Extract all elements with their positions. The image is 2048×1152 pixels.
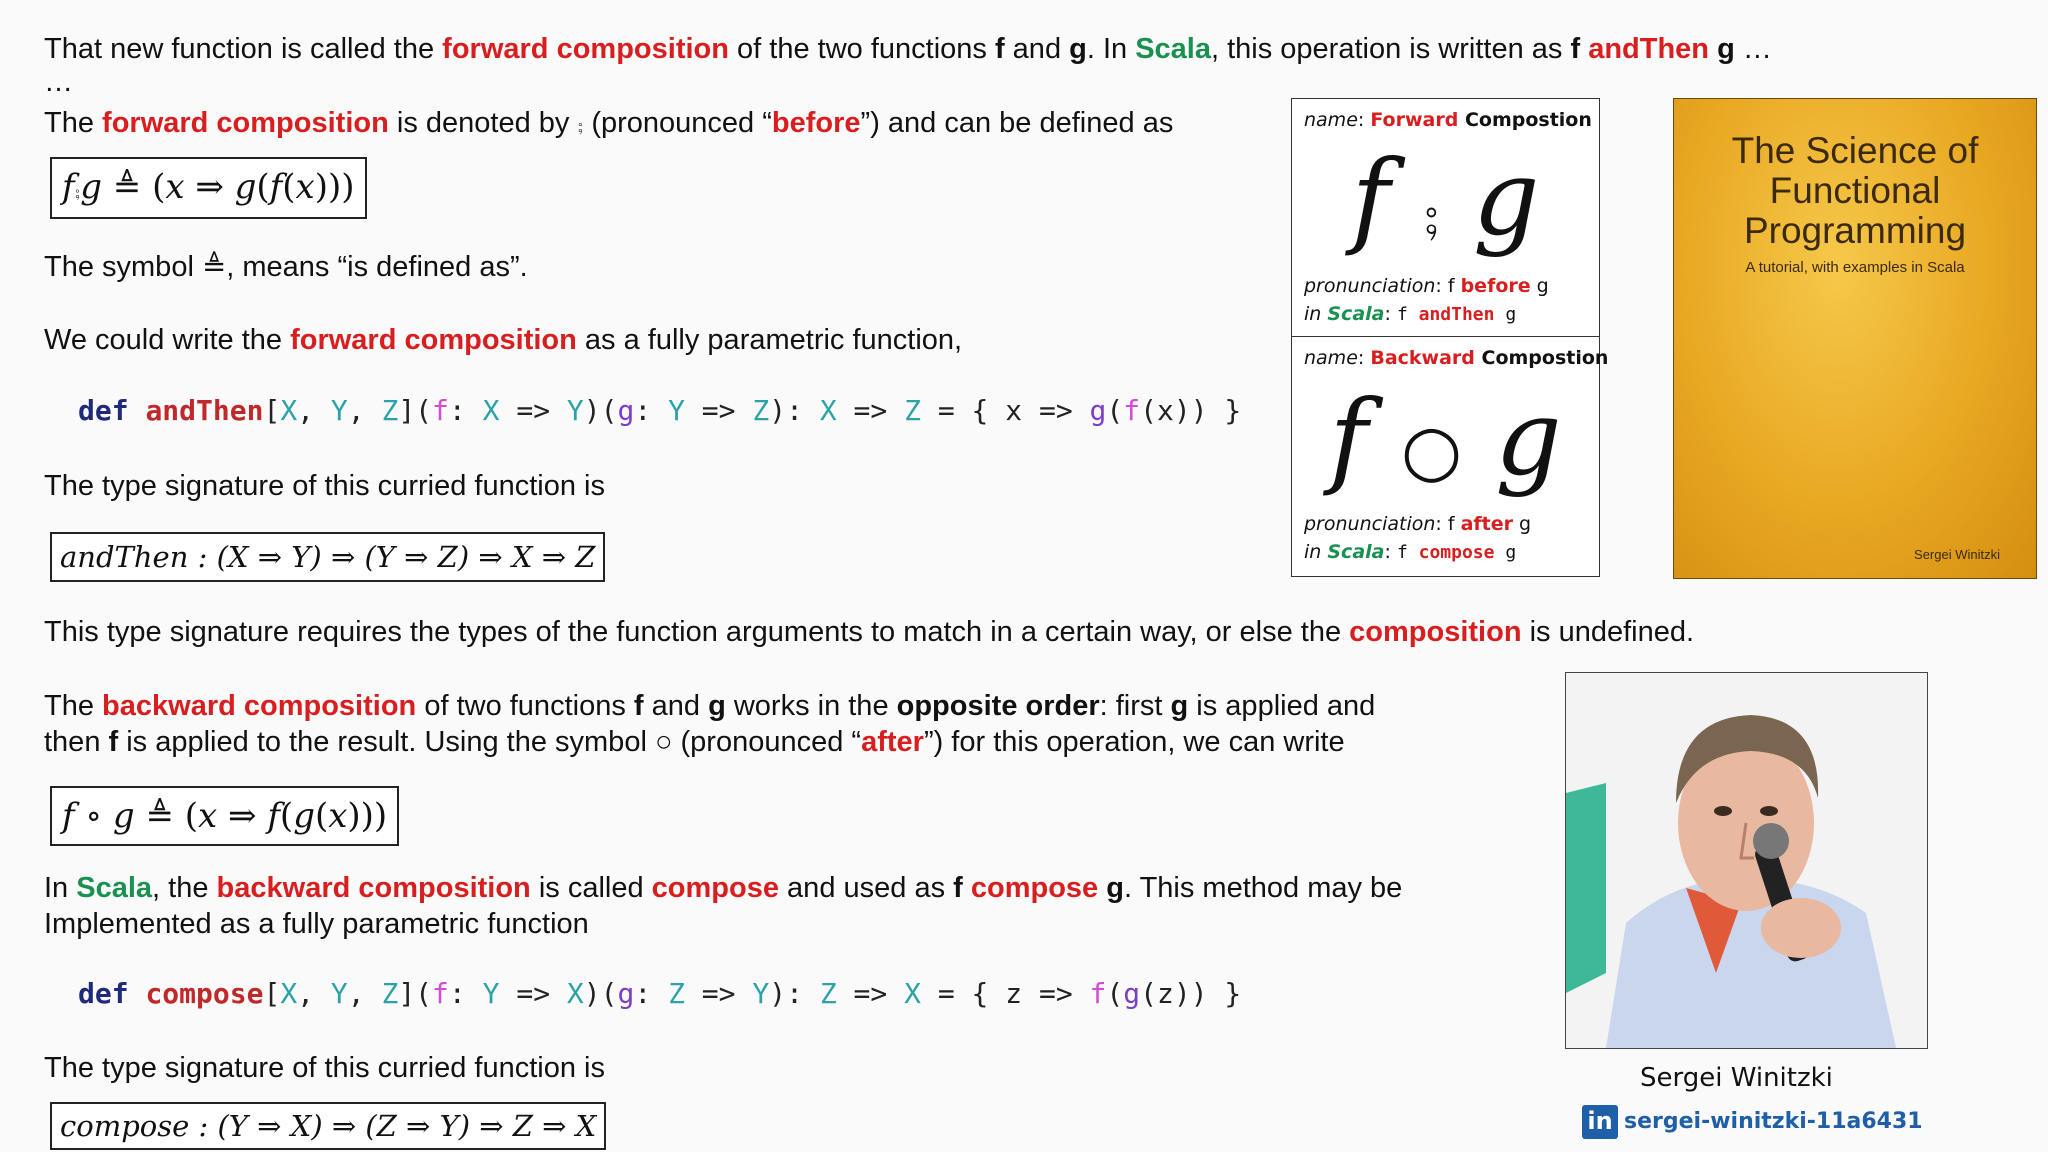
card-name: name: Forward Compostion bbox=[1304, 109, 1592, 131]
book-title: The Science of Functional Programming bbox=[1731, 130, 1979, 251]
card-pronunciation: pronunciation: f before g bbox=[1304, 275, 1549, 297]
compose-signature: compose : (Y ⇒ X) ⇒ (Z ⇒ Y) ⇒ Z ⇒ X bbox=[50, 1102, 606, 1150]
card-name: name: Backward Compostion bbox=[1304, 347, 1609, 369]
compose-line-2: Implemented as a fully parametric function bbox=[44, 908, 589, 940]
forward-symbol: f ⨾ g bbox=[1351, 137, 1540, 259]
card-pronunciation: pronunciation: f after g bbox=[1304, 513, 1532, 535]
speaker-photo bbox=[1565, 672, 1928, 1049]
term-andthen: andThen bbox=[1588, 33, 1710, 65]
forward-compose-symbol: ⨾ bbox=[577, 105, 584, 139]
speaker-name: Sergei Winitzki bbox=[1640, 1063, 1833, 1093]
parametric-line: We could write the forward composition as a fully parametric function, bbox=[44, 324, 963, 356]
book-subtitle: A tutorial, with examples in Scala bbox=[1745, 259, 1965, 276]
card-scala-usage: in Scala: f compose g bbox=[1304, 541, 1517, 563]
card-scala-usage: in Scala: f andThen g bbox=[1304, 303, 1517, 325]
speaker-photo-illustration bbox=[1566, 673, 1927, 1048]
forward-composition-formula: f⨾g ≜ (x ⇒ g(f(x))) bbox=[50, 157, 367, 219]
forward-composition-card bbox=[1291, 98, 1600, 339]
linkedin-icon: in bbox=[1582, 1105, 1618, 1139]
linkedin-handle: sergei-winitzki-11a6431 bbox=[1624, 1109, 1923, 1134]
type-signature-label-2: The type signature of this curried function is bbox=[44, 1052, 605, 1084]
backward-symbol: f ○ g bbox=[1329, 377, 1562, 499]
requirement-line: This type signature requires the types of the function arguments to match in a certain way, or else the composition is undefined. bbox=[44, 616, 1695, 648]
linkedin-link[interactable] bbox=[1582, 1104, 1923, 1140]
type-signature-label: The type signature of this curried function is bbox=[44, 470, 605, 502]
term-scala: Scala bbox=[1135, 33, 1211, 65]
book-cover-image bbox=[1673, 98, 2037, 579]
backward-composition-card bbox=[1291, 336, 1609, 577]
ellipsis: … bbox=[44, 66, 73, 98]
term-forward-composition: forward composition bbox=[442, 33, 729, 65]
intro-line: That new function is called the forward composition of the two functions f and g. In Scala, this operation is written as f andThen g … bbox=[44, 33, 1772, 65]
andthen-code: def andThen[X, Y, Z](f: X => Y)(g: Y => Z): X => Z = { x => g(f(x)) } bbox=[78, 394, 1242, 427]
backward-line-1: The backward composition of two functions f and g works in the opposite order: first g is applied and bbox=[44, 690, 1376, 722]
denoted-line: The forward composition is denoted by ⨾ (pronounced “before”) and can be defined as bbox=[44, 105, 1174, 139]
compose-code: def compose[X, Y, Z](f: Y => X)(g: Z => Y): Z => X = { z => f(g(z)) } bbox=[78, 977, 1242, 1010]
book-author: Sergei Winitzki bbox=[1914, 547, 2000, 562]
backward-composition-formula: f ∘ g ≜ (x ⇒ f(g(x))) bbox=[50, 786, 399, 846]
andthen-signature: andThen : (X ⇒ Y) ⇒ (Y ⇒ Z) ⇒ X ⇒ Z bbox=[50, 532, 605, 582]
symbol-definition-line: The symbol ≜, means “is defined as”. bbox=[44, 251, 528, 283]
defined-as-symbol: ≜ bbox=[201, 251, 227, 283]
compose-line-1: In Scala, the backward composition is called compose and used as f compose g. This method may be bbox=[44, 872, 1403, 904]
backward-line-2: then f is applied to the result. Using the symbol ○ (pronounced “after”) for this operation, we can write bbox=[44, 726, 1345, 758]
